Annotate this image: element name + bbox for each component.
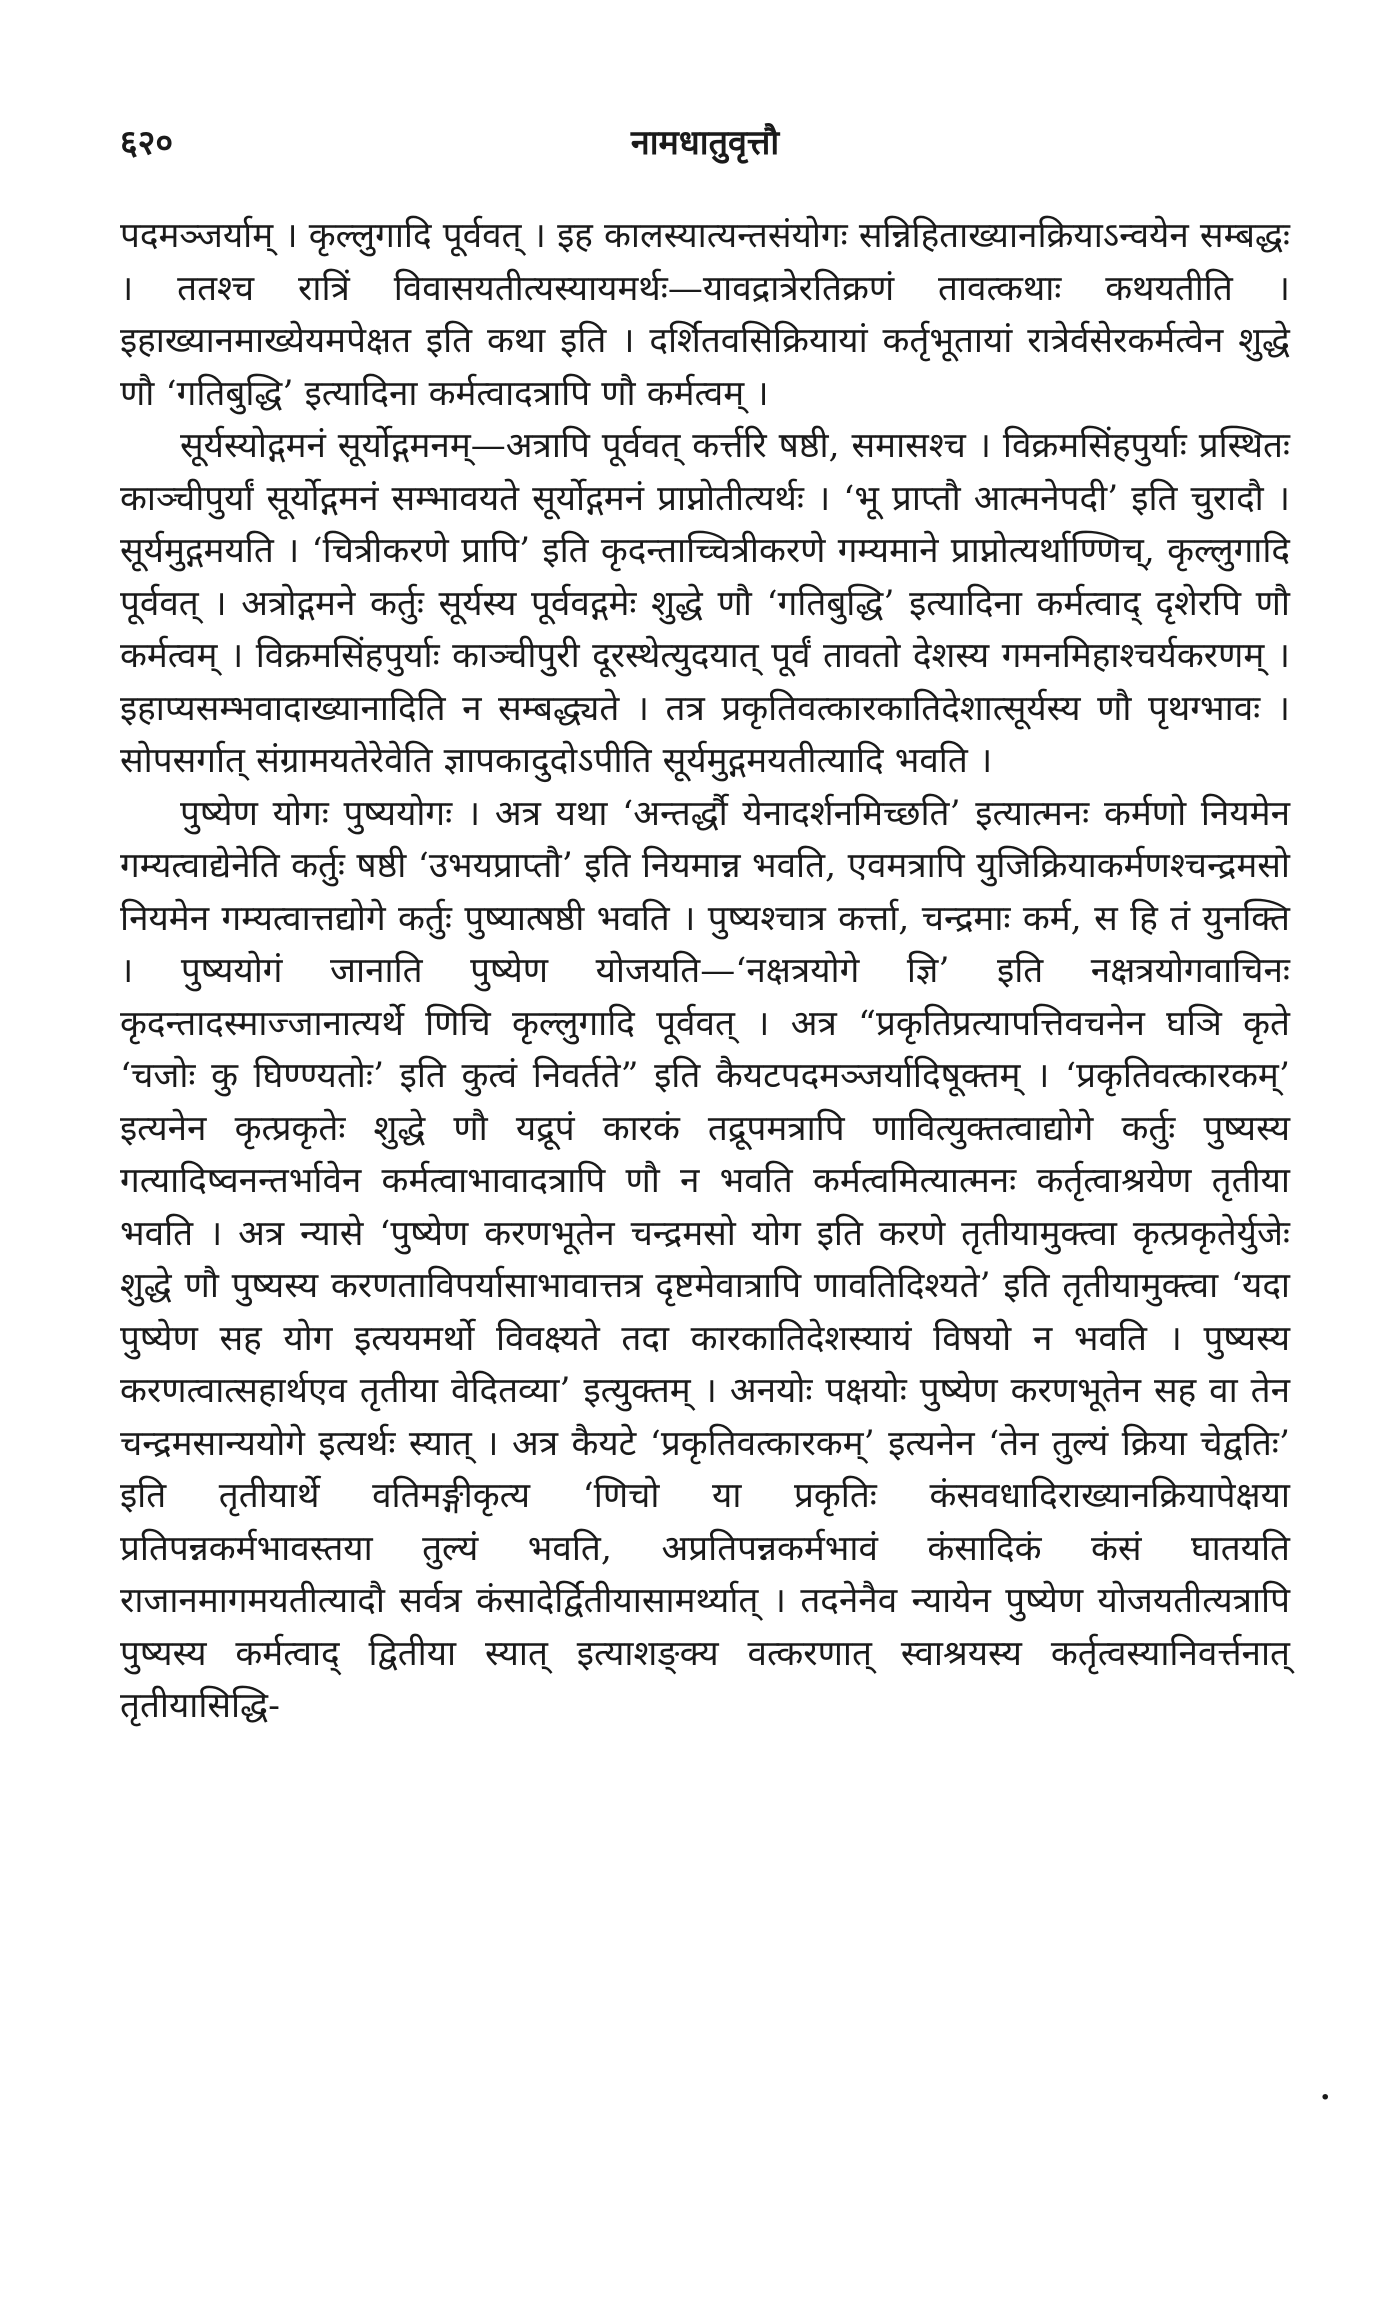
paragraph-2: सूर्यस्योद्गमनं सूर्योद्गमनम्—अत्रापि पूर्ववत् कर्त्तरि षष्ठी, समासश्च । विक्रमसिंहपुर्याः प्रस्थितः काञ्चीपुर्यां सूर्योद्गमनं सम्भावयते सूर्योद्गमनं प्राप्नोतीत्यर्थः । ‘भू प्राप्तौ आत्मनेपदी’ इति चुरादौ । सूर्यमुद्गमयति । ‘चित्रीकरणे प्रापि’ इति कृदन्ताच्चित्रीकरणे गम्यमाने प्राप्नोत्यर्थाण्णिच्, कृल्लुगादि पूर्ववत् । अत्रोद्गमने कर्तुः सूर्यस्य पूर्ववद्गमेः शुद्धे णौ ‘गतिबुद्धि’ इत्यादिना कर्मत्वाद् दृशेरपि णौ कर्मत्वम् । विक्रमसिंहपुर्याः काञ्चीपुरी दूरस्थेत्युदयात् पूर्वं तावतो देशस्य गमनमिहाश्चर्यकरणम् । इहाप्यसम्भवादाख्यानादिति न सम्बद्ध्यते । तत्र प्रकृतिवत्कारकातिदेशात्सूर्यस्य णौ पृथग्भावः । सोपसर्गात् संग्रामयतेरेवेति ज्ञापकादुदोऽपीति सूर्यमुद्गमयतीत्यादि भवति । — [120, 426, 1290, 781]
paragraph-1: पदमञ्जर्याम् । कृल्लुगादि पूर्ववत् । इह कालस्यात्यन्तसंयोगः सन्निहिताख्यानक्रियाऽन्वयेन सम्बद्धः । ततश्च रात्रिं विवासयतीत्यस्यायमर्थः—यावद्रात्रेरतिक्रणं तावत्कथाः कथयतीति । इहाख्यानमाख्येयमपेक्षत इति कथा इति । दर्शितवसिक्रियायां कर्तृभूतायां रात्रेर्वसेरकर्मत्वेन शुद्धे णौ ‘गतिबुद्धि’ इत्यादिना कर्मत्वादत्रापि णौ कर्मत्वम् । — [120, 216, 1290, 414]
body-text — [120, 210, 1290, 1733]
paragraph-3: पुष्येण योगः पुष्ययोगः । अत्र यथा ‘अन्तर्द्धौ येनादर्शनमिच्छति’ इत्यात्मनः कर्मणो नियमेन गम्यत्वाद्येनेति कर्तुः षष्ठी ‘उभयप्राप्तौ’ इति नियमान्न भवति, एवमत्रापि युजिक्रियाकर्मणश्चन्द्रमसो नियमेन गम्यत्वात्तद्योगे कर्तुः पुष्यात्षष्ठी भवति । पुष्यश्चात्र कर्त्ता, चन्द्रमाः कर्म, स हि तं युनक्ति । पुष्ययोगं जानाति पुष्येण योजयति—‘नक्षत्रयोगे ज्ञि’ इति नक्षत्रयोगवाचिनः कृदन्तादस्माज्जानात्यर्थे णिचि कृल्लुगादि पूर्ववत् । अत्र “प्रकृतिप्रत्यापत्तिवचनेन घञि कृते ‘चजोः कु घिण्ण्यतोः’ इति कुत्वं निवर्तते” इति कैयटपदमञ्जर्यादिषूक्तम् । ‘प्रकृतिवत्कारकम्’ इत्यनेन कृत्प्रकृतेः शुद्धे णौ यद्रूपं कारकं तद्रूपमत्रापि णावित्युक्तत्वाद्योगे कर्तुः पुष्यस्य गत्यादिष्वनन्तर्भावेन कर्मत्वाभावादत्रापि णौ न भवति कर्मत्वमित्यात्मनः कर्तृत्वाश्रयेण तृतीया भवति । अत्र न्यासे ‘पुष्येण करणभूतेन चन्द्रमसो योग इति करणे तृतीयामुक्त्वा कृत्प्रकृतेर्युजेः शुद्धे णौ पुष्यस्य करणताविपर्यासाभावात्तत्र दृष्टमेवात्रापि णावतिदिश्यते’ इति तृतीयामुक्त्वा ‘यदा पुष्येण सह योग इत्ययमर्थो विवक्ष्यते तदा कारकातिदेशस्यायं विषयो न भवति । पुष्यस्य करणत्वात्सहार्थएव तृतीया वेदितव्या’ इत्युक्तम् । अनयोः पक्षयोः पुष्येण करणभूतेन सह वा तेन चन्द्रमसान्ययोगे इत्यर्थः स्यात् । अत्र कैयटे ‘प्रकृतिवत्कारकम्’ इत्यनेन ‘तेन तुल्यं क्रिया चेद्वतिः’ इति तृतीयार्थे वतिमङ्गीकृत्य ‘णिचो या प्रकृतिः कंसवधादिराख्यानक्रियापेक्षया प्रतिपन्नकर्मभावस्तया तुल्यं भवति, अप्रतिपन्नकर्मभावं कंसादिकं कंसं घातयति राजानमागमयतीत्यादौ सर्वत्र कंसादेर्द्वितीयासामर्थ्यात् । तदनेनैव न्यायेन पुष्येण योजयतीत्यत्रापि पुष्यस्य कर्मत्वाद् द्वितीया स्यात् इत्याशङ्क्य वत्करणात् स्वाश्रयस्य कर्तृत्वस्यानिवर्त्तनात् तृतीयासिद्धि- — [120, 793, 1290, 1726]
page-header — [120, 118, 1290, 178]
margin-mark: · — [1320, 2080, 1331, 2115]
running-title: नामधातुवृत्तौ — [630, 123, 780, 163]
page-number: ६२० — [120, 123, 174, 163]
